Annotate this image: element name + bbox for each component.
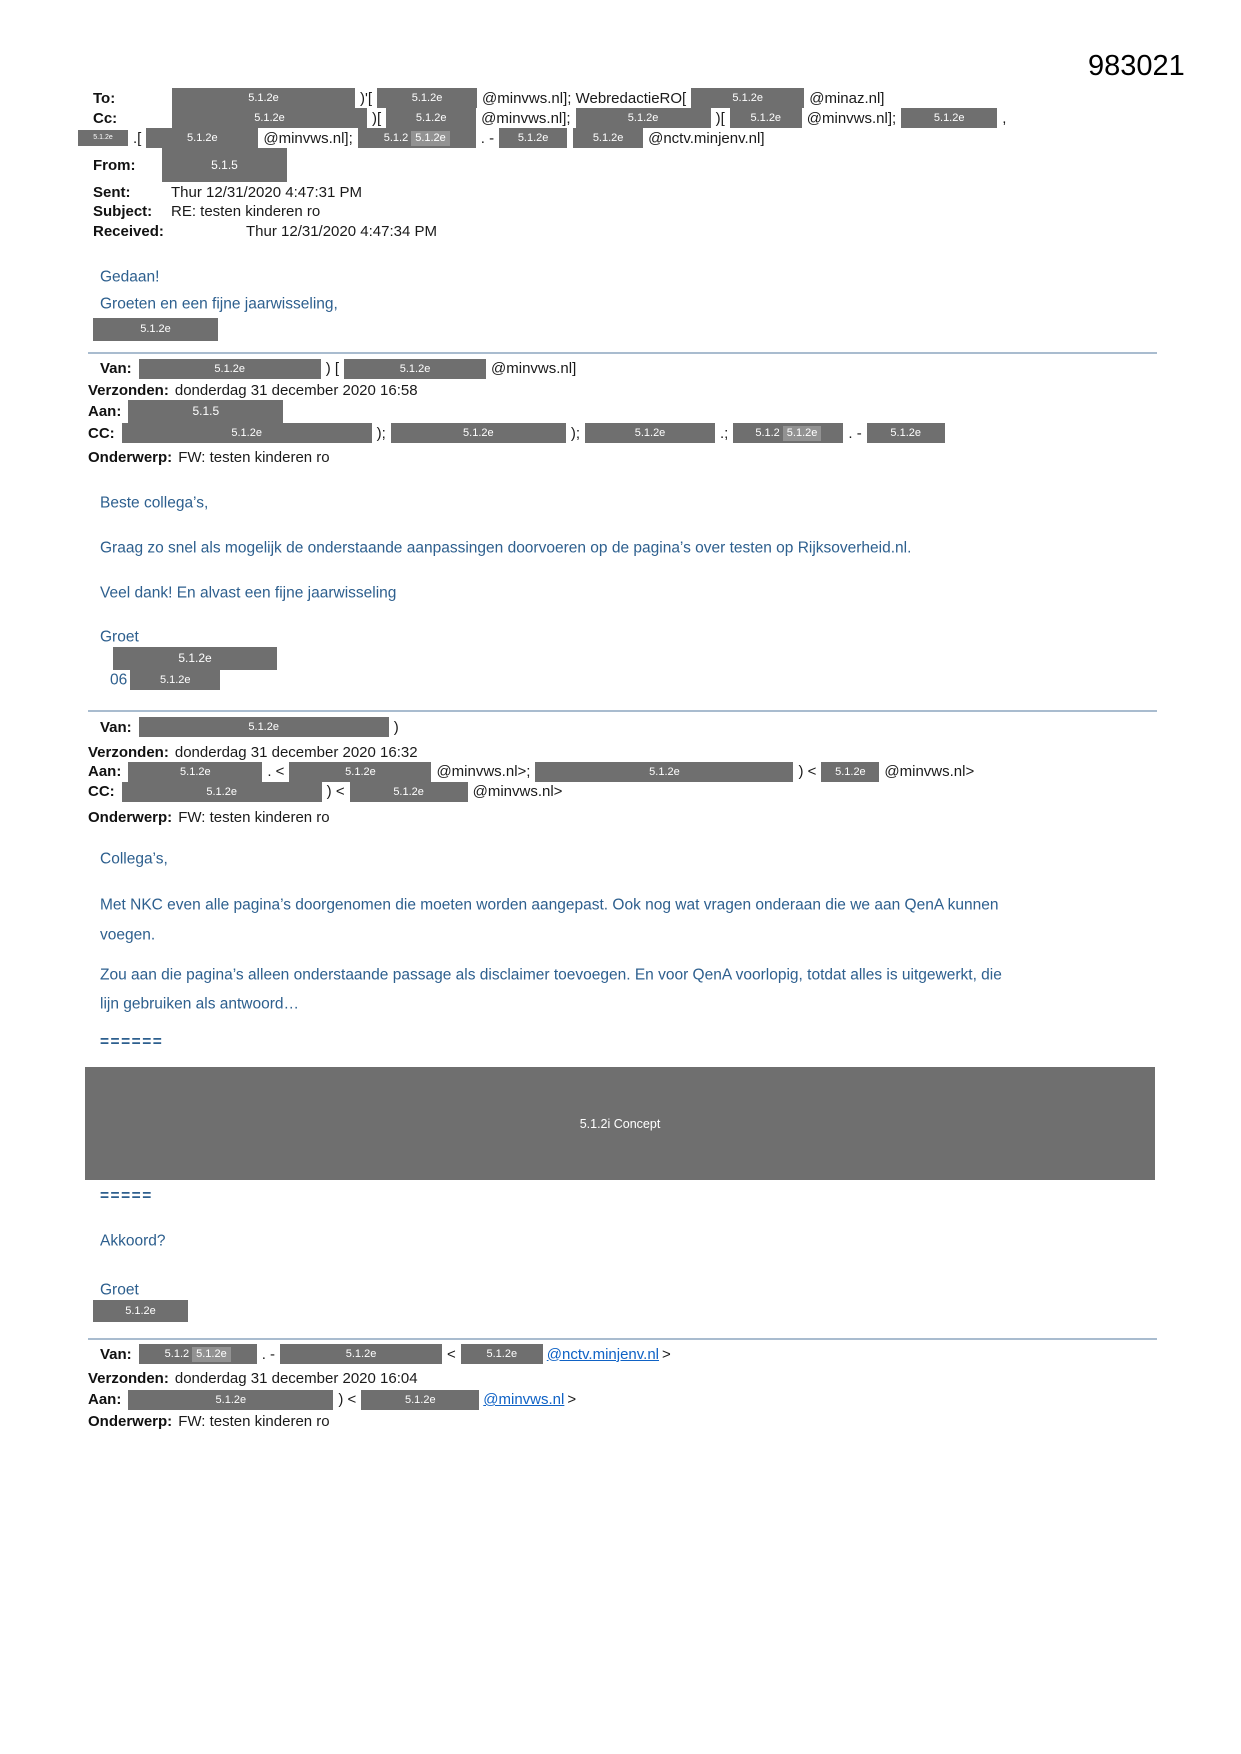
- header-text: . -: [480, 129, 495, 147]
- redaction-box: 5.1.2e: [499, 128, 567, 148]
- redaction-box: 5.1.2e: [172, 88, 355, 108]
- header-label: Aan:: [88, 763, 122, 781]
- header-text: )[: [372, 109, 382, 127]
- redaction-box: 5.1.5: [162, 148, 287, 182]
- email4-onderwerp-row: [88, 1412, 1157, 1432]
- divider-equals: [100, 1032, 1157, 1052]
- email2-van-row: [100, 359, 1157, 379]
- header-label: Onderwerp:: [88, 448, 173, 466]
- header-text: RE: testen kinderen ro: [171, 203, 321, 221]
- header-label: Verzonden:: [88, 1369, 169, 1387]
- redaction-box: 5.1.2e: [172, 108, 367, 128]
- body-line: [100, 994, 1157, 1014]
- redaction-box-inner: 5.1.2e: [192, 1347, 231, 1362]
- body-text: Veel dank! En alvast een fijne jaarwisseling: [100, 584, 397, 602]
- signature-redaction: [90, 1300, 1157, 1322]
- body-text: Met NKC even alle pagina’s doorgenomen die moeten worden aangepast. Ook nog wat vragen onderaan die we aan QenA kunnen: [100, 896, 999, 914]
- email2-cc-row: [88, 423, 1157, 443]
- separator-line: [88, 1338, 1157, 1340]
- body-text: voegen.: [100, 926, 156, 944]
- redaction-block-label: 5.1.2i Concept: [579, 1116, 661, 1131]
- redaction-box: 5.1.2e: [122, 782, 322, 802]
- redaction-box: 5.1.2e: [122, 423, 372, 443]
- header-text: );: [570, 424, 581, 442]
- redaction-box: 5.1.2e: [289, 762, 431, 782]
- redaction-box: 5.1.2e: [93, 1300, 188, 1322]
- redaction-box: 5.1.2e: [139, 359, 321, 379]
- body-line: [100, 627, 1157, 647]
- redaction-box-nested: 5.1.2 5.1.2e: [139, 1344, 257, 1364]
- header-text: ): [393, 718, 399, 736]
- redaction-box: 5.1.2e: [361, 1390, 479, 1410]
- header-text: )[: [715, 109, 725, 127]
- header-text: ) <: [338, 1391, 357, 1409]
- header-text: @minvws.nl>;: [436, 763, 531, 781]
- header-text: );: [376, 424, 386, 442]
- signature-redaction: [110, 647, 1157, 670]
- redaction-box: 5.1.5: [128, 400, 283, 423]
- redaction-box: 5.1.2e: [461, 1344, 543, 1364]
- email-link[interactable]: @minvws.nl: [483, 1391, 565, 1409]
- email3-cc-row: [88, 782, 1157, 802]
- email4-aan-row: [88, 1390, 1157, 1410]
- body-line: [100, 1231, 1157, 1251]
- redaction-box: 5.1.2e: [391, 423, 566, 443]
- redaction-box: 5.1.2e: [821, 762, 879, 782]
- email1-sent-row: [93, 182, 1157, 202]
- redaction-box: 5.1.2e: [130, 670, 220, 690]
- body-text: Gedaan!: [100, 268, 160, 286]
- redaction-box: 5.1.2e: [867, 423, 945, 443]
- header-text: @minvws.nl];: [806, 109, 897, 127]
- header-label: Van:: [100, 1345, 132, 1363]
- redaction-box: 5.1.2e: [377, 88, 477, 108]
- body-text: Beste collega’s,: [100, 494, 209, 512]
- email3-verzonden-row: [88, 742, 1157, 762]
- header-text: @minvws.nl>: [472, 783, 563, 801]
- header-label: Verzonden:: [88, 382, 169, 400]
- redaction-box-nested: 5.1.2 5.1.2e: [358, 128, 476, 148]
- header-text: @nctv.minjenv.nl]: [648, 129, 765, 147]
- email3-aan-row: [88, 762, 1157, 782]
- body-text: Groet: [100, 1281, 139, 1299]
- header-text: >: [567, 1391, 577, 1409]
- header-text: @minvws.nl];: [263, 129, 353, 147]
- redaction-box: 5.1.2e: [113, 647, 277, 670]
- body-text: Zou aan die pagina’s alleen onderstaande passage als disclaimer toevoegen. En voor QenA voorlopig, totdat alles is uitgewerkt, die: [100, 966, 1002, 984]
- body-text: 06: [110, 671, 128, 689]
- email1-cc-wrap-row: [75, 128, 1157, 148]
- email1-subject-row: [93, 202, 1157, 222]
- header-label: Van:: [100, 718, 132, 736]
- header-text: @minvws.nl];: [481, 109, 571, 127]
- body-line: [100, 849, 1157, 869]
- header-label: CC:: [88, 424, 115, 442]
- body-line: [100, 493, 1157, 513]
- header-label: Received:: [93, 222, 164, 240]
- header-text: ,: [1002, 109, 1007, 127]
- redaction-box: 5.1.2e: [344, 359, 486, 379]
- body-line: [100, 267, 1157, 287]
- email2-onderwerp-row: [88, 447, 1157, 467]
- signature-phone-row: [110, 670, 1157, 690]
- header-text: donderdag 31 december 2020 16:32: [174, 743, 418, 761]
- header-label: Aan:: [88, 1391, 122, 1409]
- header-text: .[: [133, 129, 142, 147]
- header-text: FW: testen kinderen ro: [178, 448, 330, 466]
- body-line: [100, 925, 1157, 945]
- header-label: Onderwerp:: [88, 1413, 173, 1431]
- redaction-box-nested: 5.1.2 5.1.2e: [733, 423, 843, 443]
- header-text: @minaz.nl]: [809, 89, 885, 107]
- header-text: . -: [848, 424, 862, 442]
- email-link[interactable]: @nctv.minjenv.nl: [546, 1345, 660, 1363]
- email1-received-row: [93, 221, 1157, 241]
- body-text: Collega’s,: [100, 850, 168, 868]
- header-text: )'[: [360, 89, 373, 107]
- body-text: Groet: [100, 629, 139, 646]
- redaction-box: 5.1.2e: [146, 128, 258, 148]
- header-text: @minvws.nl]: [491, 360, 577, 378]
- email3-van-row: [100, 717, 1157, 737]
- email2-aan-row: [88, 400, 1157, 423]
- header-text: donderdag 31 december 2020 16:58: [174, 382, 418, 400]
- header-label: Sent:: [93, 183, 131, 201]
- header-label: From:: [93, 156, 136, 174]
- header-text: >: [662, 1345, 671, 1363]
- redaction-box: 5.1.2e: [576, 108, 711, 128]
- body-text: =====: [100, 1187, 153, 1205]
- header-label: Verzonden:: [88, 743, 169, 761]
- header-label: Onderwerp:: [88, 809, 173, 827]
- email4-van-row: [100, 1344, 1157, 1364]
- body-line: [100, 538, 1157, 558]
- header-label: CC:: [88, 783, 115, 801]
- redaction-box-inner: 5.1.2e: [411, 131, 450, 146]
- document-number: 983021: [1088, 50, 1185, 82]
- header-label: Cc:: [93, 109, 118, 127]
- redaction-box: 5.1.2e: [280, 1344, 442, 1364]
- header-text: ) [: [325, 360, 340, 378]
- redaction-box-inner: 5.1.2e: [783, 426, 822, 441]
- header-text: . -: [261, 1345, 276, 1363]
- header-text: ) <: [798, 763, 817, 781]
- body-text: Groeten en een fijne jaarwisseling,: [100, 295, 338, 313]
- redaction-box: 5.1.2e: [93, 318, 218, 341]
- header-text: FW: testen kinderen ro: [178, 1413, 330, 1431]
- header-text: @minvws.nl]; WebredactieRO[: [482, 89, 687, 107]
- header-label: Van:: [100, 360, 132, 378]
- redaction-box: 5.1.2e: [691, 88, 804, 108]
- header-text: @minvws.nl>: [884, 763, 975, 781]
- email1-to-row: [93, 88, 1157, 108]
- redaction-box: 5.1.2e: [730, 108, 802, 128]
- divider-equals: [100, 1186, 1157, 1206]
- body-line: [100, 895, 1157, 915]
- body-text: ======: [100, 1033, 164, 1051]
- redaction-box: 5.1.2e: [573, 128, 643, 148]
- email1-from-row: [93, 148, 1157, 182]
- body-line: [100, 965, 1157, 985]
- body-text: lijn gebruiken als antwoord…: [100, 995, 300, 1013]
- header-label: Aan:: [88, 403, 122, 421]
- redaction-box: 5.1.2e: [139, 717, 389, 737]
- separator-line: [88, 352, 1157, 354]
- body-line: [100, 583, 1157, 603]
- header-label: Subject:: [93, 203, 153, 221]
- body-text: Akkoord?: [100, 1232, 166, 1250]
- header-text: Thur 12/31/2020 4:47:31 PM: [171, 183, 362, 201]
- redaction-box: 5.1.2e: [350, 782, 468, 802]
- redaction-box: 5.1.2e: [78, 130, 128, 146]
- header-label: To:: [93, 89, 116, 107]
- signature-redaction: [90, 318, 1157, 341]
- redaction-block: [85, 1067, 1155, 1180]
- header-text: .;: [720, 424, 729, 442]
- redaction-box: 5.1.2e: [386, 108, 476, 128]
- redaction-box: 5.1.2e: [901, 108, 997, 128]
- body-line: [100, 294, 1157, 314]
- email-document: [88, 88, 1157, 1431]
- redaction-box: 5.1.2e: [128, 762, 262, 782]
- redaction-box: 5.1.2e: [535, 762, 793, 782]
- email2-verzonden-row: [88, 381, 1157, 401]
- header-text: FW: testen kinderen ro: [178, 809, 330, 827]
- header-text: . <: [267, 763, 285, 781]
- body-line: [100, 1280, 1157, 1300]
- email4-verzonden-row: [88, 1368, 1157, 1388]
- body-text: Graag zo snel als mogelijk de onderstaande aanpassingen doorvoeren op de pagina’s over testen op Rijksoverheid.nl.: [100, 539, 912, 557]
- header-text: <: [447, 1345, 456, 1363]
- separator-line: [88, 710, 1157, 712]
- email1-cc-row: [93, 108, 1157, 128]
- header-text: ) <: [326, 783, 345, 801]
- header-text: donderdag 31 december 2020 16:04: [174, 1369, 418, 1387]
- redaction-box: 5.1.2e: [128, 1390, 333, 1410]
- email3-onderwerp-row: [88, 808, 1157, 828]
- redaction-box: 5.1.2e: [585, 423, 715, 443]
- header-text: Thur 12/31/2020 4:47:34 PM: [246, 222, 437, 240]
